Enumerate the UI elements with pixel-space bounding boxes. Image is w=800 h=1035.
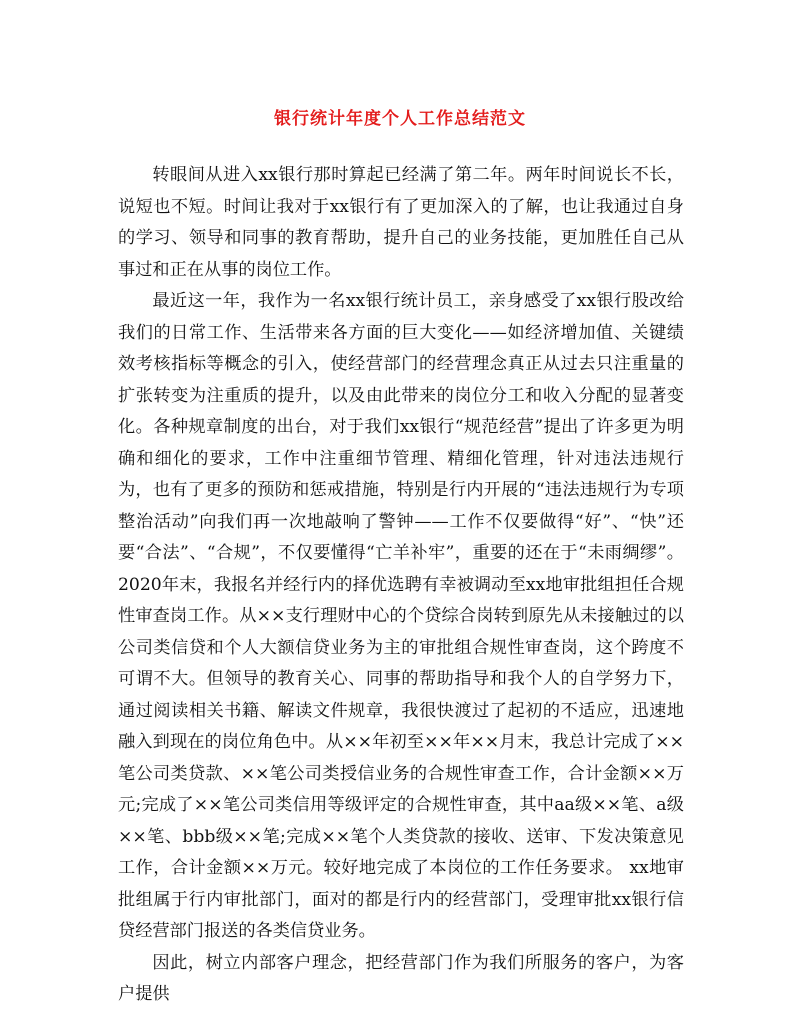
paragraph: 转眼间从进入xx银行那时算起已经满了第二年。两年时间说长不长，说短也不短。时间让我对于xx银行有了更加深入的了解，也让我通过自身的学习、领导和同事的教育帮助，提升自己的业务技能，更加胜任自己从事过和正在从事的岗位工作。	[118, 165, 684, 280]
paragraph: 因此，树立内部客户理念，把经营部门作为我们所服务的客户，为客户提供	[118, 952, 684, 1004]
document-title: 银行统计年度个人工作总结范文	[274, 109, 526, 129]
document-body	[118, 160, 684, 1011]
paragraph: 最近这一年，我作为一名xx银行统计员工，亲身感受了xx银行股改给我们的日常工作、生活带来各方面的巨大变化——如经济增加值、关键绩效考核指标等概念的引入，使经营部门的经营理念真正从过去只注重量的扩张转变为注重质的提升，以及由此带来的岗位分工和收入分配的显著变化。各种规章制度的出台，对于我们xx银行“规范经营”提出了许多更为明确和细化的要求，工作中注重细节管理、精细化管理，针对违法违规行为，也有了更多的预防和惩戒措施，特别是行内开展的“违法违规行为专项整治活动”向我们再一次地敲响了警钟——工作不仅要做得“好”、“快”还要“合法”、“合规”，不仅要懂得“亡羊补牢”，重要的还在于“未雨绸缪”。 2020年末，我报名并经行内的择优选聘有幸被调动至xx地审批组担任合规性审查岗工作。从××支行理财中心的个贷综合岗转到原先从未接触过的以公司类信贷和个人大额信贷业务为主的审批组合规性审查岗，这个跨度不可谓不大。但领导的教育关心、同事的帮助指导和我个人的自学努力下，通过阅读相关书籍、解读文件规章，我很快渡过了起初的不适应，迅速地融入到现在的岗位角色中。从××年初至××年××月末，我总计完成了××笔公司类贷款、××笔公司类授信业务的合规性审查工作，合计金额××万元;完成了××笔公司类信用等级评定的合规性审查，其中aa级××笔、a级××笔、bbb级××笔;完成××笔个人类贷款的接收、送审、下发决策意见工作，合计金额××万元。较好地完成了本岗位的工作任务要求。 xx地审批组属于行内审批部门，面对的都是行内的经营部门，受理审批xx银行信贷经营部门报送的各类信贷业务。	[118, 291, 684, 941]
